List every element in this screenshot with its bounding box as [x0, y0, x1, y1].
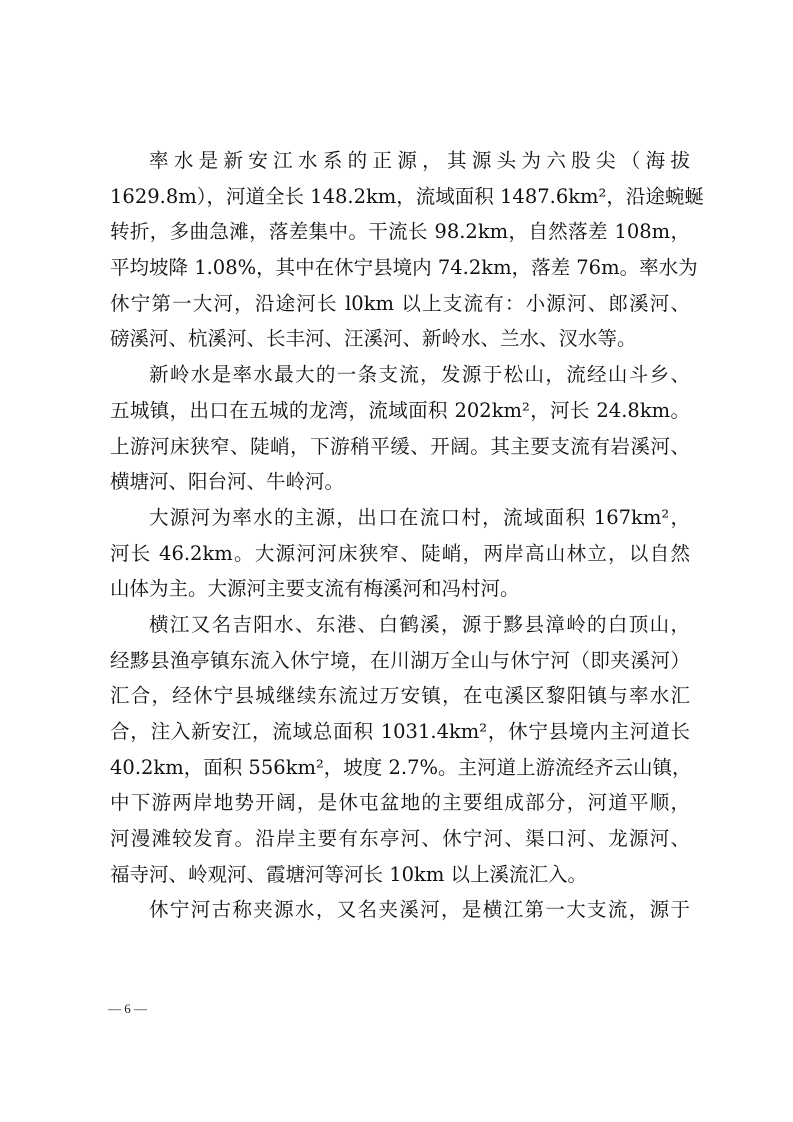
- paragraph-1-line-5: 休宁第一大河，沿途河长 l0km 以上支流有：小源河、郎溪河、: [110, 291, 690, 315]
- paragraph-4-line-5: 40.2km，面积 556km²，坡度 2.7%。主河道上游流经齐云山镇，: [110, 755, 692, 779]
- paragraph-2-line-4: 横塘河、阳台河、牛岭河。: [110, 470, 345, 494]
- paragraph-1-line-3: 转折，多曲急滩，落差集中。干流长 98.2km，自然落差 108m，: [110, 220, 690, 244]
- paragraph-4-line-6: 中下游两岸地势开阔，是休屯盆地的主要组成部分，河道平顺，: [110, 791, 690, 815]
- document-body: [110, 143, 704, 928]
- paragraph-4-line-3: 汇合，经休宁县城继续东流过万安镇，在屯溪区黎阳镇与率水汇: [110, 684, 690, 708]
- paragraph-2-line-1: 新岭水是率水最大的一条支流，发源于松山，流经山斗乡、: [149, 363, 690, 387]
- page-number: — 6 —: [108, 1001, 147, 1016]
- paragraph-4-line-4: 合，注入新安江，流域总面积 1031.4km²，休宁县境内主河道长: [110, 720, 690, 743]
- paragraph-3-line-2: 河长 46.2km。大源河河床狭窄、陡峭，两岸高山林立，以自然: [110, 541, 690, 565]
- paragraph-4-line-8: 福寺河、岭观河、霞塘河等河长 10km 以上溪流汇入。: [110, 862, 588, 886]
- paragraph-5-line-1: 休宁河古称夹源水，又名夹溪河，是横江第一大支流，源于: [149, 898, 690, 922]
- paragraph-4-line-1: 横江又名吉阳水、东港、白鹤溪，源于黟县漳岭的白顶山，: [149, 612, 690, 636]
- paragraph-3-line-1: 大源河为率水的主源，出口在流口村，流域面积 167km²，: [149, 505, 690, 529]
- paragraph-1-line-1: 率水是新安江水系的正源，其源头为六股尖（海拔: [149, 149, 690, 172]
- paragraph-2-line-3: 上游河床狭窄、陡峭，下游稍平缓、开阔。其主要支流有岩溪河、: [110, 434, 690, 458]
- paragraph-2-line-2: 五城镇，出口在五城的龙湾，流域面积 202km²，河长 24.8km。: [110, 398, 690, 422]
- paragraph-1-line-2: 1629.8m），河道全长 148.2km，流域面积 1487.6km²，沿途蜿蜒: [110, 184, 704, 208]
- paragraph-4-line-2: 经黟县渔亭镇东流入休宁境，在川湖万全山与休宁河（即夹溪河）: [110, 648, 690, 672]
- paragraph-1-line-6: 磅溪河、杭溪河、长丰河、汪溪河、新岭水、兰水、汊水等。: [110, 327, 637, 351]
- paragraph-3-line-3: 山体为主。大源河主要支流有梅溪河和冯村河。: [110, 577, 520, 601]
- paragraph-1-line-4: 平均坡降 1.08%，其中在休宁县境内 74.2km，落差 76m。率水为: [110, 256, 698, 280]
- paragraph-4-line-7: 河漫滩较发育。沿岸主要有东亭河、休宁河、渠口河、龙源河、: [110, 827, 690, 851]
